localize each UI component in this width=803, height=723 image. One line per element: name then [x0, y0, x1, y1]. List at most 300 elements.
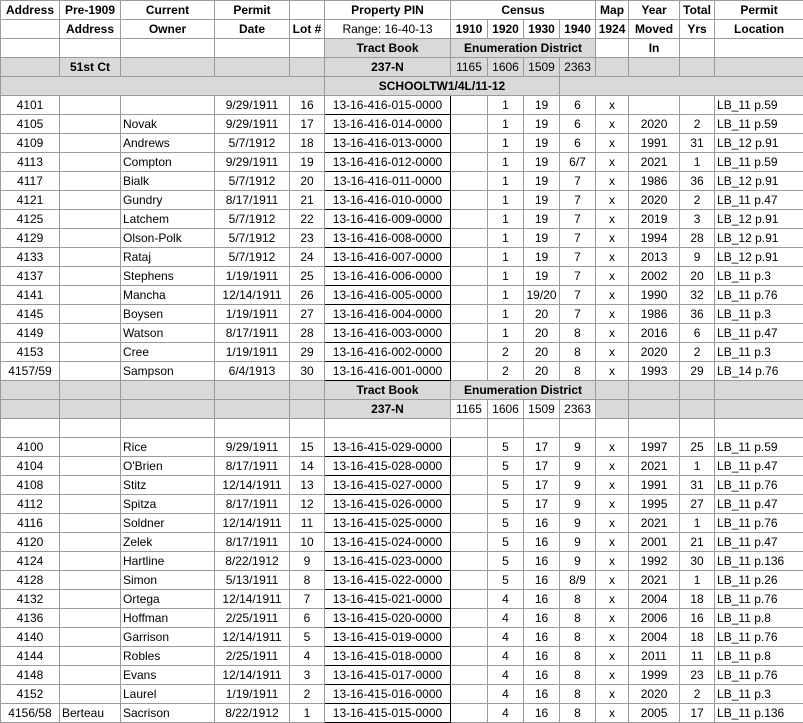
address-cell[interactable]: 4145 — [1, 305, 60, 324]
year-moved-cell[interactable]: 2016 — [629, 324, 680, 343]
total-years-cell[interactable]: 11 — [680, 647, 715, 666]
census-1930-cell[interactable]: 8 — [560, 362, 596, 381]
permit-date-cell[interactable]: 1/19/1911 — [215, 305, 290, 324]
lot-cell[interactable]: 5 — [290, 628, 325, 647]
year-moved-cell[interactable]: 2020 — [629, 685, 680, 704]
empty-cell[interactable] — [121, 381, 215, 400]
census-1910-cell[interactable]: 5 — [488, 457, 524, 476]
census-1910-cell[interactable] — [451, 362, 488, 381]
address-cell[interactable]: 4152 — [1, 685, 60, 704]
owner-cell[interactable]: Ortega — [121, 590, 215, 609]
census-1910-cell[interactable]: 1 — [488, 324, 524, 343]
lot-cell[interactable]: 30 — [290, 362, 325, 381]
empty-cell[interactable] — [290, 400, 325, 419]
census-1930-cell[interactable]: 9 — [560, 476, 596, 495]
lot-cell[interactable]: 9 — [290, 552, 325, 571]
pre1909-address-cell[interactable] — [60, 533, 121, 552]
census-1910-cell[interactable]: 2 — [488, 362, 524, 381]
map-1924-cell[interactable]: x — [596, 343, 629, 362]
pin-cell[interactable]: 13-16-415-016-0000 — [325, 685, 451, 704]
empty-cell[interactable] — [596, 39, 629, 58]
census-1930-cell[interactable]: 7 — [560, 229, 596, 248]
census-1930-cell[interactable]: 9 — [560, 533, 596, 552]
empty-cell[interactable] — [596, 381, 629, 400]
year-moved-cell[interactable]: 1990 — [629, 286, 680, 305]
owner-cell[interactable]: Gundry — [121, 191, 215, 210]
total-years-cell[interactable]: 21 — [680, 533, 715, 552]
map-1924-cell[interactable]: x — [596, 647, 629, 666]
census-1930-cell[interactable]: 8 — [560, 343, 596, 362]
lot-cell[interactable]: 19 — [290, 153, 325, 172]
census-1910-cell[interactable]: 5 — [488, 533, 524, 552]
census-1930-cell[interactable]: 8 — [560, 628, 596, 647]
pin-cell[interactable]: 13-16-416-006-0000 — [325, 267, 451, 286]
census-1920-cell[interactable]: 19 — [524, 191, 560, 210]
census-1930-cell[interactable]: 8 — [560, 647, 596, 666]
year-moved-cell[interactable]: 2005 — [629, 704, 680, 723]
total-years-cell[interactable]: 9 — [680, 248, 715, 267]
pre1909-address-cell[interactable] — [60, 476, 121, 495]
empty-cell[interactable] — [1, 419, 60, 438]
permit-location-cell[interactable]: LB_11 p.59 — [715, 153, 803, 172]
address-cell[interactable]: 4137 — [1, 267, 60, 286]
owner-cell[interactable]: Stephens — [121, 267, 215, 286]
total-years-cell[interactable]: 1 — [680, 571, 715, 590]
census-1920-cell[interactable]: 20 — [524, 343, 560, 362]
census-1910-cell[interactable]: 1 — [488, 305, 524, 324]
empty-cell[interactable] — [121, 39, 215, 58]
pre1909-address-cell[interactable] — [60, 685, 121, 704]
total-years-cell[interactable]: 2 — [680, 685, 715, 704]
map-1924-cell[interactable]: x — [596, 571, 629, 590]
census-1930-cell[interactable]: 9 — [560, 495, 596, 514]
permit-location-cell[interactable]: LB_11 p.76 — [715, 666, 803, 685]
empty-cell[interactable] — [451, 419, 488, 438]
census-1930-cell[interactable]: 6 — [560, 134, 596, 153]
pin-cell[interactable]: 13-16-415-022-0000 — [325, 571, 451, 590]
census-1920-cell[interactable]: 19/20 — [524, 286, 560, 305]
empty-cell[interactable] — [680, 381, 715, 400]
owner-cell[interactable]: Bialk — [121, 172, 215, 191]
census-1930-cell[interactable]: 8 — [560, 685, 596, 704]
lot-cell[interactable]: 24 — [290, 248, 325, 267]
lot-cell[interactable]: 3 — [290, 666, 325, 685]
census-1910-cell[interactable]: 1 — [488, 267, 524, 286]
census-1930-cell[interactable]: 8 — [560, 666, 596, 685]
owner-cell[interactable]: Robles — [121, 647, 215, 666]
pin-cell[interactable]: 13-16-416-008-0000 — [325, 229, 451, 248]
pin-cell[interactable]: 13-16-416-001-0000 — [325, 362, 451, 381]
address-cell[interactable]: 4133 — [1, 248, 60, 267]
permit-date-cell[interactable]: 8/17/1911 — [215, 324, 290, 343]
map-1924-cell[interactable]: x — [596, 153, 629, 172]
lot-cell[interactable]: 2 — [290, 685, 325, 704]
header-cell[interactable]: Location — [715, 20, 803, 39]
census-1920-cell[interactable]: 16 — [524, 571, 560, 590]
census-1910-cell[interactable] — [451, 609, 488, 628]
permit-date-cell[interactable]: 6/4/1913 — [215, 362, 290, 381]
address-cell[interactable]: 4124 — [1, 552, 60, 571]
total-years-cell[interactable]: 30 — [680, 552, 715, 571]
tract-book-label[interactable]: Tract Book — [325, 39, 451, 58]
empty-cell[interactable] — [290, 381, 325, 400]
census-1910-cell[interactable]: 5 — [488, 514, 524, 533]
empty-cell[interactable] — [629, 400, 680, 419]
census-1910-cell[interactable] — [451, 666, 488, 685]
census-1930-cell[interactable]: 7 — [560, 191, 596, 210]
empty-cell[interactable] — [215, 419, 290, 438]
census-1910-cell[interactable]: 5 — [488, 571, 524, 590]
census-1910-cell[interactable] — [451, 552, 488, 571]
census-1910-cell[interactable] — [451, 115, 488, 134]
total-years-cell[interactable]: 36 — [680, 172, 715, 191]
permit-location-cell[interactable]: LB_11 p.76 — [715, 286, 803, 305]
lot-cell[interactable]: 1 — [290, 704, 325, 723]
permit-location-cell[interactable]: LB_11 p.3 — [715, 685, 803, 704]
permit-location-cell[interactable]: LB_11 p.8 — [715, 647, 803, 666]
empty-cell[interactable] — [215, 400, 290, 419]
header-cell[interactable]: 1910 — [451, 20, 488, 39]
census-1920-cell[interactable]: 19 — [524, 96, 560, 115]
permit-location-cell[interactable]: LB_11 p.136 — [715, 552, 803, 571]
owner-cell[interactable]: Latchem — [121, 210, 215, 229]
header-cell[interactable]: 1924 — [596, 20, 629, 39]
census-1910-cell[interactable]: 4 — [488, 666, 524, 685]
owner-cell[interactable]: Evans — [121, 666, 215, 685]
pre1909-address-cell[interactable] — [60, 647, 121, 666]
year-moved-cell[interactable]: 1999 — [629, 666, 680, 685]
total-years-cell[interactable]: 31 — [680, 476, 715, 495]
header-cell[interactable]: Range: 16-40-13 — [325, 20, 451, 39]
census-1910-cell[interactable]: 1 — [488, 115, 524, 134]
map-1924-cell[interactable]: x — [596, 134, 629, 153]
permit-location-cell[interactable]: LB_11 p.26 — [715, 571, 803, 590]
lot-cell[interactable]: 28 — [290, 324, 325, 343]
total-years-cell[interactable]: 1 — [680, 153, 715, 172]
census-1930-cell[interactable]: 9 — [560, 552, 596, 571]
census-1910-cell[interactable] — [451, 96, 488, 115]
ed-cell[interactable]: 2363 — [560, 58, 596, 77]
pin-cell[interactable]: 13-16-416-004-0000 — [325, 305, 451, 324]
permit-date-cell[interactable]: 9/29/1911 — [215, 438, 290, 457]
total-years-cell[interactable]: 17 — [680, 704, 715, 723]
permit-date-cell[interactable]: 5/13/1911 — [215, 571, 290, 590]
owner-cell[interactable]: Mancha — [121, 286, 215, 305]
pre1909-address-cell[interactable] — [60, 343, 121, 362]
census-1910-cell[interactable] — [451, 685, 488, 704]
header-cell[interactable]: Address — [1, 1, 60, 20]
lot-cell[interactable]: 7 — [290, 590, 325, 609]
pin-cell[interactable]: 13-16-416-007-0000 — [325, 248, 451, 267]
census-1930-cell[interactable]: 7 — [560, 305, 596, 324]
census-1910-cell[interactable] — [451, 134, 488, 153]
owner-cell[interactable]: Hoffman — [121, 609, 215, 628]
permit-date-cell[interactable]: 12/14/1911 — [215, 286, 290, 305]
census-1910-cell[interactable]: 1 — [488, 172, 524, 191]
year-moved-cell[interactable]: 2020 — [629, 343, 680, 362]
permit-location-cell[interactable]: LB_12 p.91 — [715, 248, 803, 267]
owner-cell[interactable]: Watson — [121, 324, 215, 343]
census-1910-cell[interactable]: 1 — [488, 248, 524, 267]
lot-cell[interactable]: 13 — [290, 476, 325, 495]
ed-cell[interactable]: 2363 — [560, 400, 596, 419]
header-cell[interactable] — [1, 20, 60, 39]
header-cell[interactable]: Owner — [121, 20, 215, 39]
permit-location-cell[interactable]: LB_11 p.59 — [715, 438, 803, 457]
owner-cell[interactable]: Garrison — [121, 628, 215, 647]
ed-cell[interactable]: 1509 — [524, 400, 560, 419]
empty-cell[interactable] — [215, 381, 290, 400]
header-cell[interactable]: Yrs — [680, 20, 715, 39]
map-1924-cell[interactable]: x — [596, 438, 629, 457]
permit-date-cell[interactable]: 1/19/1911 — [215, 343, 290, 362]
census-1920-cell[interactable]: 17 — [524, 457, 560, 476]
census-1910-cell[interactable] — [451, 476, 488, 495]
enumeration-district-label[interactable]: Enumeration District — [451, 381, 596, 400]
pre1909-address-cell[interactable] — [60, 552, 121, 571]
empty-cell[interactable] — [121, 58, 215, 77]
header-cell[interactable]: Address — [60, 20, 121, 39]
header-cell[interactable]: Year — [629, 1, 680, 20]
census-1910-cell[interactable]: 1 — [488, 191, 524, 210]
census-1920-cell[interactable]: 16 — [524, 552, 560, 571]
owner-cell[interactable]: Stitz — [121, 476, 215, 495]
address-cell[interactable]: 4108 — [1, 476, 60, 495]
permit-date-cell[interactable]: 8/17/1911 — [215, 457, 290, 476]
owner-cell[interactable] — [121, 96, 215, 115]
pre1909-address-cell[interactable] — [60, 514, 121, 533]
total-years-cell[interactable]: 2 — [680, 115, 715, 134]
year-moved-cell[interactable]: 1995 — [629, 495, 680, 514]
census-1930-cell[interactable]: 8 — [560, 704, 596, 723]
empty-cell[interactable] — [596, 400, 629, 419]
census-1930-cell[interactable]: 7 — [560, 248, 596, 267]
permit-date-cell[interactable]: 12/14/1911 — [215, 476, 290, 495]
address-cell[interactable]: 4109 — [1, 134, 60, 153]
total-years-cell[interactable]: 20 — [680, 267, 715, 286]
permit-location-cell[interactable]: LB_11 p.76 — [715, 476, 803, 495]
census-1930-cell[interactable]: 9 — [560, 514, 596, 533]
census-1920-cell[interactable]: 19 — [524, 210, 560, 229]
year-moved-cell[interactable]: 2001 — [629, 533, 680, 552]
permit-date-cell[interactable]: 8/22/1912 — [215, 704, 290, 723]
owner-cell[interactable]: Rataj — [121, 248, 215, 267]
address-cell[interactable]: 4149 — [1, 324, 60, 343]
header-cell[interactable]: 1940 — [560, 20, 596, 39]
year-moved-cell[interactable]: 2019 — [629, 210, 680, 229]
map-1924-cell[interactable]: x — [596, 685, 629, 704]
permit-location-cell[interactable]: LB_11 p.3 — [715, 305, 803, 324]
permit-date-cell[interactable]: 8/17/1911 — [215, 191, 290, 210]
census-1910-cell[interactable]: 5 — [488, 476, 524, 495]
map-1924-cell[interactable]: x — [596, 666, 629, 685]
permit-date-cell[interactable]: 5/7/1912 — [215, 229, 290, 248]
owner-cell[interactable]: Zelek — [121, 533, 215, 552]
pin-cell[interactable]: 13-16-415-021-0000 — [325, 590, 451, 609]
permit-date-cell[interactable]: 5/7/1912 — [215, 248, 290, 267]
pre1909-address-cell[interactable] — [60, 362, 121, 381]
empty-cell[interactable] — [680, 400, 715, 419]
lot-cell[interactable]: 23 — [290, 229, 325, 248]
census-1910-cell[interactable]: 1 — [488, 96, 524, 115]
pre1909-address-cell[interactable] — [60, 457, 121, 476]
year-moved-cell[interactable]: 2021 — [629, 457, 680, 476]
census-1920-cell[interactable]: 16 — [524, 666, 560, 685]
pin-cell[interactable]: 13-16-416-015-0000 — [325, 96, 451, 115]
empty-cell[interactable] — [60, 400, 121, 419]
empty-cell[interactable] — [1, 77, 325, 96]
census-1910-cell[interactable]: 4 — [488, 609, 524, 628]
tract-number-cell[interactable]: 237-N — [325, 58, 451, 77]
header-cell[interactable]: Lot # — [290, 20, 325, 39]
census-1930-cell[interactable]: 7 — [560, 210, 596, 229]
owner-cell[interactable]: Cree — [121, 343, 215, 362]
census-1910-cell[interactable] — [451, 324, 488, 343]
owner-cell[interactable]: Soldner — [121, 514, 215, 533]
pre1909-address-cell[interactable] — [60, 172, 121, 191]
pre1909-address-cell[interactable] — [60, 571, 121, 590]
empty-cell[interactable] — [680, 419, 715, 438]
total-years-cell[interactable]: 27 — [680, 495, 715, 514]
owner-cell[interactable]: O'Brien — [121, 457, 215, 476]
permit-location-cell[interactable]: LB_12 p.91 — [715, 134, 803, 153]
header-cell[interactable]: Total — [680, 1, 715, 20]
pre1909-address-cell[interactable] — [60, 305, 121, 324]
permit-location-cell[interactable]: LB_11 p.59 — [715, 96, 803, 115]
permit-date-cell[interactable]: 8/22/1912 — [215, 552, 290, 571]
pre1909-address-cell[interactable] — [60, 628, 121, 647]
census-1910-cell[interactable] — [451, 305, 488, 324]
lot-cell[interactable]: 15 — [290, 438, 325, 457]
header-cell[interactable]: In — [629, 39, 680, 58]
census-1920-cell[interactable]: 19 — [524, 153, 560, 172]
pin-cell[interactable]: 13-16-415-018-0000 — [325, 647, 451, 666]
map-1924-cell[interactable]: x — [596, 495, 629, 514]
census-1910-cell[interactable] — [451, 438, 488, 457]
permit-date-cell[interactable]: 12/14/1911 — [215, 666, 290, 685]
year-moved-cell[interactable]: 2013 — [629, 248, 680, 267]
census-1910-cell[interactable] — [451, 172, 488, 191]
year-moved-cell[interactable]: 1986 — [629, 305, 680, 324]
census-1910-cell[interactable] — [451, 191, 488, 210]
census-1910-cell[interactable]: 1 — [488, 229, 524, 248]
empty-cell[interactable] — [215, 39, 290, 58]
census-1930-cell[interactable]: 7 — [560, 286, 596, 305]
empty-cell[interactable] — [560, 419, 596, 438]
total-years-cell[interactable]: 1 — [680, 514, 715, 533]
address-cell[interactable]: 4125 — [1, 210, 60, 229]
pre1909-address-cell[interactable] — [60, 495, 121, 514]
address-cell[interactable]: 4117 — [1, 172, 60, 191]
owner-cell[interactable]: Compton — [121, 153, 215, 172]
census-1920-cell[interactable]: 16 — [524, 704, 560, 723]
permit-date-cell[interactable]: 8/17/1911 — [215, 495, 290, 514]
map-1924-cell[interactable]: x — [596, 533, 629, 552]
lot-cell[interactable]: 25 — [290, 267, 325, 286]
owner-cell[interactable]: Spitza — [121, 495, 215, 514]
map-1924-cell[interactable]: x — [596, 476, 629, 495]
census-1930-cell[interactable]: 6 — [560, 96, 596, 115]
header-cell[interactable]: 1930 — [524, 20, 560, 39]
map-1924-cell[interactable]: x — [596, 324, 629, 343]
map-1924-cell[interactable]: x — [596, 191, 629, 210]
empty-cell[interactable] — [1, 381, 60, 400]
year-moved-cell[interactable]: 1997 — [629, 438, 680, 457]
permit-location-cell[interactable]: LB_11 p.3 — [715, 343, 803, 362]
owner-cell[interactable]: Laurel — [121, 685, 215, 704]
total-years-cell[interactable]: 29 — [680, 362, 715, 381]
address-cell[interactable]: 4136 — [1, 609, 60, 628]
map-1924-cell[interactable]: x — [596, 457, 629, 476]
ed-cell[interactable]: 1165 — [451, 400, 488, 419]
lot-cell[interactable]: 11 — [290, 514, 325, 533]
empty-cell[interactable] — [715, 381, 803, 400]
pin-cell[interactable]: 13-16-415-027-0000 — [325, 476, 451, 495]
lot-cell[interactable]: 8 — [290, 571, 325, 590]
census-1910-cell[interactable] — [451, 533, 488, 552]
census-1910-cell[interactable]: 5 — [488, 438, 524, 457]
census-1910-cell[interactable] — [451, 647, 488, 666]
pre1909-address-cell[interactable] — [60, 286, 121, 305]
address-cell[interactable]: 4113 — [1, 153, 60, 172]
census-1930-cell[interactable]: 7 — [560, 172, 596, 191]
header-cell[interactable]: Moved — [629, 20, 680, 39]
permit-location-cell[interactable]: LB_11 p.47 — [715, 191, 803, 210]
lot-cell[interactable]: 12 — [290, 495, 325, 514]
empty-cell[interactable] — [60, 419, 121, 438]
ed-cell[interactable]: 1165 — [451, 58, 488, 77]
census-1930-cell[interactable]: 6/7 — [560, 153, 596, 172]
census-1910-cell[interactable]: 4 — [488, 628, 524, 647]
census-1930-cell[interactable]: 9 — [560, 457, 596, 476]
year-moved-cell[interactable]: 2004 — [629, 628, 680, 647]
year-moved-cell[interactable]: 2020 — [629, 191, 680, 210]
census-1930-cell[interactable]: 8 — [560, 609, 596, 628]
census-1930-cell[interactable]: 7 — [560, 267, 596, 286]
pre1909-address-cell[interactable]: Berteau — [60, 704, 121, 723]
map-1924-cell[interactable]: x — [596, 210, 629, 229]
owner-cell[interactable]: Boysen — [121, 305, 215, 324]
year-moved-cell[interactable]: 1991 — [629, 476, 680, 495]
lot-cell[interactable]: 27 — [290, 305, 325, 324]
census-1920-cell[interactable]: 19 — [524, 248, 560, 267]
map-1924-cell[interactable]: x — [596, 172, 629, 191]
permit-location-cell[interactable]: LB_11 p.76 — [715, 514, 803, 533]
owner-cell[interactable]: Sampson — [121, 362, 215, 381]
header-cell-census[interactable]: Census — [451, 1, 596, 20]
year-moved-cell[interactable]: 1986 — [629, 172, 680, 191]
address-cell[interactable]: 4157/59 — [1, 362, 60, 381]
map-1924-cell[interactable]: x — [596, 248, 629, 267]
address-cell[interactable]: 4121 — [1, 191, 60, 210]
map-1924-cell[interactable]: x — [596, 609, 629, 628]
lot-cell[interactable]: 29 — [290, 343, 325, 362]
census-1920-cell[interactable]: 19 — [524, 115, 560, 134]
header-cell[interactable]: 1920 — [488, 20, 524, 39]
total-years-cell[interactable]: 36 — [680, 305, 715, 324]
census-1910-cell[interactable] — [451, 571, 488, 590]
map-1924-cell[interactable]: x — [596, 704, 629, 723]
address-cell[interactable]: 4101 — [1, 96, 60, 115]
pre1909-address-cell[interactable] — [60, 191, 121, 210]
lot-cell[interactable]: 17 — [290, 115, 325, 134]
permit-location-cell[interactable]: LB_11 p.47 — [715, 324, 803, 343]
pin-cell[interactable]: 13-16-415-028-0000 — [325, 457, 451, 476]
tract-number-cell[interactable]: 237-N — [325, 400, 451, 419]
permit-date-cell[interactable]: 1/19/1911 — [215, 685, 290, 704]
census-1910-cell[interactable]: 4 — [488, 704, 524, 723]
ed-cell[interactable]: 1509 — [524, 58, 560, 77]
